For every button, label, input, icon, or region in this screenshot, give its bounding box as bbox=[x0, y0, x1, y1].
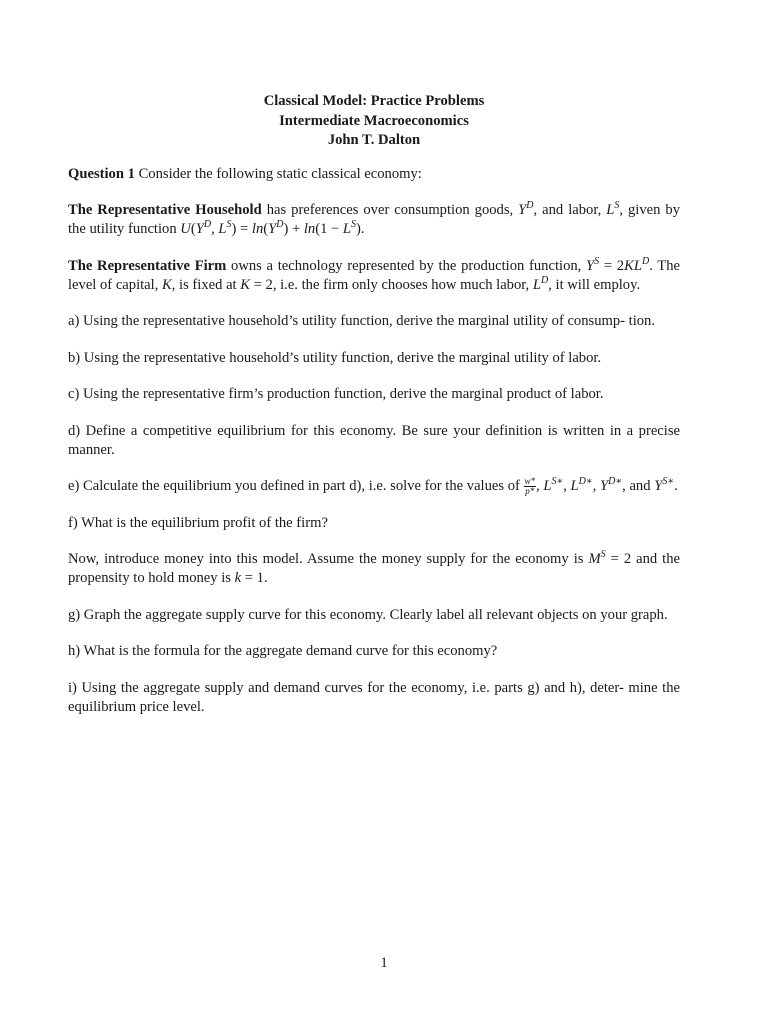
money-text: and the propensity to hold money is bbox=[68, 551, 681, 586]
part-g: g) Graph the aggregate supply curve for this economy. Clearly label all relevant objects on your graph. bbox=[68, 606, 668, 623]
document-page bbox=[68, 92, 680, 734]
firm-text: owns a technology represented by the production function, bbox=[231, 257, 582, 274]
household-text: has preferences over consumption goods, bbox=[266, 202, 514, 218]
question-1-text: Consider the following static classical economy: bbox=[138, 165, 422, 182]
math-real-wage-fraction: $\frac{w*}{p*}$ bbox=[524, 476, 536, 496]
firm-text: . The level of capital, bbox=[68, 257, 680, 293]
part-i: i) Using the aggregate supply and demand curves for the economy, i.e. parts g) and h), deter- mine the equilibrium price level. bbox=[68, 679, 680, 715]
math-money-supply: $M^S = 2$ bbox=[588, 549, 632, 567]
part-c: c) Using the representative firm’s production function, derive the marginal product of labor. bbox=[68, 386, 604, 402]
course-name: Intermediate Macroeconomics bbox=[279, 112, 469, 129]
money-paragraph: Now, introduce money into this model. Assume the money supply for the economy is $M^S = 2$ and the propensity to hold money is k = 1. bbox=[68, 549, 681, 586]
part-d: d) Define a competitive equilibrium for this economy. Be sure your definition is written in a precise manner. bbox=[68, 422, 680, 458]
math-ys-star: $Y^{S∗}$ bbox=[654, 476, 675, 494]
math-ld-star: $L^{D∗}$ bbox=[570, 476, 593, 494]
math-production-function: $Y^S = 2KL^D$ bbox=[586, 255, 650, 274]
math-capital: K bbox=[162, 276, 172, 293]
math-yd-star: $Y^{D∗}$ bbox=[600, 476, 623, 494]
part-b: b) Using the representative household’s utility function, derive the marginal utility of labor. bbox=[68, 349, 602, 366]
author-name: John T. Dalton bbox=[327, 132, 421, 148]
household-label: The Representative Household bbox=[68, 202, 262, 218]
part-h: h) What is the formula for the aggregate demand curve for this economy? bbox=[68, 643, 498, 659]
math-utility-function: $U(Y^D$, $L^S) = \ln(Y^D) + \ln(1 - L^S)$ bbox=[180, 219, 361, 237]
household-text: given by the utility function bbox=[68, 202, 680, 237]
part-e-text: e) Calculate the equilibrium you defined in part d), i.e. solve for the values of bbox=[68, 478, 520, 494]
household-paragraph: The Representative Household has preferences over consumption goods, $Y^D$, and labor, $L^S$, given by the utility function $U(Y^D$, $L^S) = \ln(Y^D) + \ln(1 - L^S)$. bbox=[68, 200, 680, 237]
money-text: Now, introduce money into this model. Assume the money supply for the economy is bbox=[68, 551, 584, 567]
math-money-propensity: k = 1 bbox=[234, 570, 264, 586]
part-e: e) Calculate the equilibrium you defined in part d), i.e. solve for the values of $\frac{w*}{p*}$ , $L^{S∗}$, $L^{D∗}$, $Y^{D∗}$, and $Y^{S∗}$. bbox=[68, 476, 678, 496]
firm-text: , it will employ. bbox=[548, 276, 641, 293]
page-number: 1 bbox=[380, 955, 388, 971]
firm-paragraph bbox=[68, 257, 680, 295]
firm-text: , i.e. the firm only chooses how much labor, bbox=[272, 276, 530, 293]
math-consumption: $Y^D$ bbox=[518, 200, 534, 218]
document-title: Classical Model: Practice Problems bbox=[263, 93, 485, 109]
question-1-intro bbox=[68, 165, 680, 184]
part-f: f) What is the equilibrium profit of the firm? bbox=[68, 514, 328, 531]
firm-label: The Representative Firm bbox=[68, 257, 227, 274]
math-capital-value: K = 2 bbox=[240, 276, 273, 293]
household-text: , and labor, bbox=[533, 202, 602, 218]
part-a: a) Using the representative household’s utility function, derive the marginal utility of consump- tion. bbox=[68, 313, 656, 329]
part-e-text: and bbox=[629, 478, 651, 494]
firm-text: , is fixed at bbox=[171, 276, 237, 293]
math-labor: $L^S$ bbox=[606, 200, 620, 218]
math-labor-demand: $L^D$ bbox=[532, 274, 549, 293]
question-1-label: Question 1 bbox=[68, 165, 135, 182]
title-block bbox=[68, 92, 680, 151]
math-ls-star: $L^{S∗}$ bbox=[543, 476, 564, 494]
